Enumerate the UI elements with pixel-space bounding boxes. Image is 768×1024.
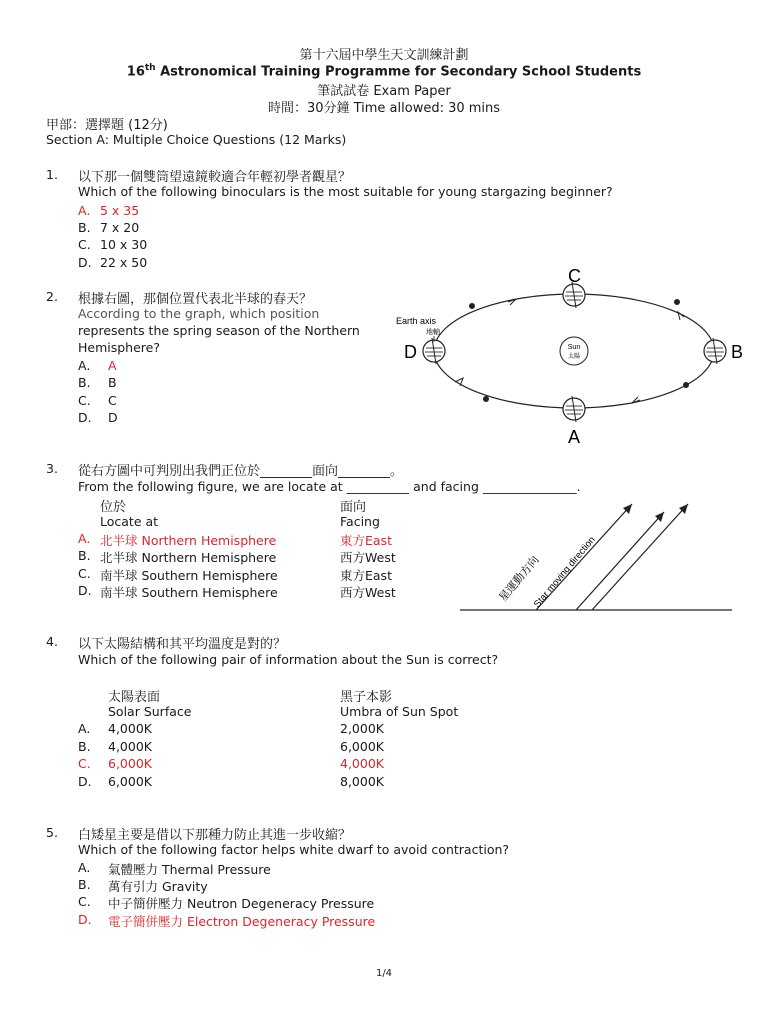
q5-option-text: 氣體壓力 Thermal Pressure bbox=[108, 862, 271, 877]
q3-option-letter: D. bbox=[78, 583, 92, 598]
exam-paper-label: 筆試試卷 Exam Paper bbox=[317, 84, 451, 99]
section-title-zh: 甲部：選擇題 (12分) bbox=[46, 118, 168, 133]
q5-text-zh: 白矮星主要是借以下那種力防止其進一步收縮？ bbox=[78, 828, 352, 843]
q3-option-location: 北半球 Northern Hemisphere bbox=[100, 550, 277, 565]
q1-option-text: 10 x 30 bbox=[100, 237, 148, 252]
q4-option-letter: A. bbox=[78, 721, 91, 736]
sun-circle bbox=[560, 337, 588, 365]
q3-option-location: 北半球 Northern Hemisphere bbox=[100, 533, 277, 548]
star-direction-label-zh: 星運動方向 bbox=[497, 554, 542, 604]
q5-option-letter: B. bbox=[78, 877, 91, 892]
q2-text-zh: 根據右圖，那個位置代表北半球的春天？ bbox=[78, 292, 313, 307]
q5-number: 5. bbox=[46, 825, 58, 840]
q3-col2-zh: 面向 bbox=[340, 500, 367, 515]
q1-option-letter: B. bbox=[78, 220, 91, 235]
section-title-en: Section A: Multiple Choice Questions (12 Marks) bbox=[46, 132, 347, 147]
q2-text-en-1: According to the graph, which position bbox=[78, 306, 320, 321]
q5-option-text: 電子簡併壓力 Electron Degeneracy Pressure bbox=[108, 914, 376, 929]
q5-option-letter: C. bbox=[78, 894, 91, 909]
q2-option-letter: B. bbox=[78, 375, 91, 390]
q4-option-surface: 6,000K bbox=[108, 774, 152, 789]
q3-option-facing: 東方East bbox=[340, 533, 392, 548]
q4-text-zh: 以下太陽結構和其平均溫度是對的？ bbox=[78, 637, 287, 652]
q3-col1-zh: 位於 bbox=[100, 500, 127, 515]
orbit-diagram bbox=[390, 262, 750, 448]
q4-option-umbra: 2,000K bbox=[340, 721, 384, 736]
q3-text-en: From the following figure, we are locate at __________ and facing _______________. bbox=[78, 479, 581, 494]
q4-text-en: Which of the following pair of information about the Sun is correct? bbox=[78, 652, 499, 667]
time-allowed: 時間：30分鐘 Time allowed: 30 mins bbox=[267, 101, 501, 116]
q3-col1-en: Locate at bbox=[100, 514, 159, 529]
sun-label-en: Sun bbox=[567, 344, 581, 351]
q3-option-location: 南半球 Southern Hemisphere bbox=[100, 585, 278, 600]
q3-number: 3. bbox=[46, 461, 58, 476]
earth-b bbox=[704, 338, 726, 364]
q4-option-surface: 4,000K bbox=[108, 739, 152, 754]
q3-col2-en: Facing bbox=[340, 514, 380, 529]
q2-option-text: A bbox=[108, 358, 117, 373]
q3-option-location: 南半球 Southern Hemisphere bbox=[100, 568, 278, 583]
q1-option-letter: D. bbox=[78, 255, 92, 270]
q3-option-facing: 東方East bbox=[340, 568, 392, 583]
q3-text-zh: 從右方圖中可判別出我們正位於________面向________。 bbox=[78, 464, 404, 479]
q1-number: 1. bbox=[46, 167, 58, 182]
earth-axis-label-en: Earth axis bbox=[396, 316, 437, 326]
q1-text-en: Which of the following binoculars is the most suitable for young stargazing beginner? bbox=[78, 184, 613, 199]
label-d: D bbox=[404, 342, 417, 362]
label-c: C bbox=[568, 266, 581, 286]
q2-option-letter: A. bbox=[78, 358, 91, 373]
q5-option-letter: D. bbox=[78, 912, 92, 927]
q1-option-letter: C. bbox=[78, 237, 91, 252]
q2-text-en-2: represents the spring season of the Northern bbox=[78, 323, 360, 338]
orbit-arrow-icon bbox=[678, 312, 684, 320]
q2-text-en-3: Hemisphere? bbox=[78, 340, 160, 355]
page-number: 1/4 bbox=[375, 968, 393, 979]
label-a: A bbox=[568, 427, 581, 447]
q4-option-letter: D. bbox=[78, 774, 92, 789]
q3-option-facing: 西方West bbox=[340, 585, 396, 600]
q4-option-letter: C. bbox=[78, 756, 91, 771]
q1-option-text: 5 x 35 bbox=[100, 203, 140, 218]
title-en: 16th Astronomical Training Programme for Secondary School Students bbox=[126, 63, 642, 80]
q4-col2-en: Umbra of Sun Spot bbox=[340, 704, 459, 719]
q2-option-text: B bbox=[108, 375, 117, 390]
q4-option-surface: 4,000K bbox=[108, 721, 152, 736]
orbit-dot bbox=[683, 382, 689, 388]
q4-option-umbra: 6,000K bbox=[340, 739, 384, 754]
q5-option-text: 中子簡併壓力 Neutron Degeneracy Pressure bbox=[108, 896, 375, 911]
q4-option-umbra: 4,000K bbox=[340, 756, 384, 771]
q3-option-letter: C. bbox=[78, 566, 91, 581]
earth-axis-label-zh: 地軸 bbox=[426, 329, 440, 336]
q2-option-letter: C. bbox=[78, 393, 91, 408]
q4-option-umbra: 8,000K bbox=[340, 774, 384, 789]
q3-option-letter: A. bbox=[78, 531, 91, 546]
q1-option-letter: A. bbox=[78, 203, 91, 218]
q4-col1-zh: 太陽表面 bbox=[108, 690, 161, 705]
orbit-dot bbox=[469, 303, 475, 309]
q4-col2-zh: 黑子本影 bbox=[340, 690, 393, 705]
q2-option-text: D bbox=[108, 410, 118, 425]
q4-number: 4. bbox=[46, 634, 58, 649]
earth-a bbox=[563, 396, 585, 422]
q2-option-text: C bbox=[108, 393, 117, 408]
q5-option-text: 萬有引力 Gravity bbox=[108, 879, 208, 894]
orbit-dot bbox=[483, 396, 489, 402]
q1-text-zh: 以下那一個雙筒望遠鏡較適合年輕初學者觀星？ bbox=[78, 170, 352, 185]
q4-col1-en: Solar Surface bbox=[108, 704, 192, 719]
orbit-dot bbox=[674, 299, 680, 305]
star-direction-label-en: Star moving direction bbox=[531, 534, 598, 610]
q1-option-text: 7 x 20 bbox=[100, 220, 140, 235]
star-direction-diagram bbox=[456, 490, 736, 616]
q1-option-text: 22 x 50 bbox=[100, 255, 148, 270]
title-zh: 第十六屆中學生天文訓練計劃 bbox=[299, 48, 469, 63]
q5-text-en: Which of the following factor helps white dwarf to avoid contraction? bbox=[78, 842, 510, 857]
label-b: B bbox=[731, 342, 744, 362]
q4-option-letter: B. bbox=[78, 739, 91, 754]
q3-option-letter: B. bbox=[78, 548, 91, 563]
q2-option-letter: D. bbox=[78, 410, 92, 425]
q5-option-letter: A. bbox=[78, 860, 91, 875]
sun-label-zh: 太陽 bbox=[567, 354, 581, 360]
q3-option-facing: 西方West bbox=[340, 550, 396, 565]
q4-option-surface: 6,000K bbox=[108, 756, 152, 771]
q2-number: 2. bbox=[46, 289, 58, 304]
